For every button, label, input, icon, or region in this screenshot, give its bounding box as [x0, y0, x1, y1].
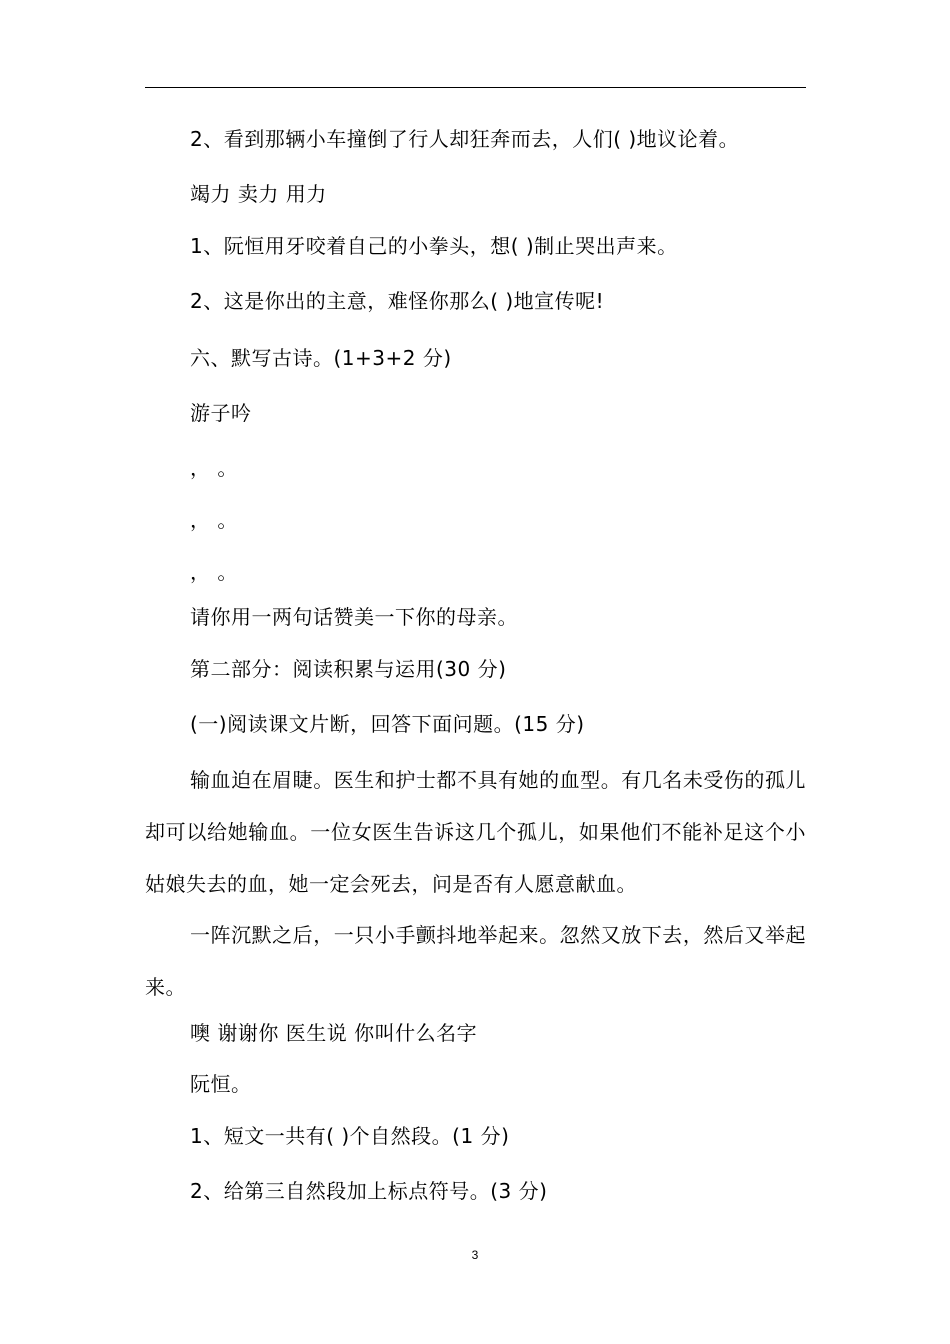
poem-blank-line-3: ， 。: [190, 560, 238, 584]
part-two-heading: 第二部分：阅读积累与运用(30 分): [190, 657, 507, 681]
reading-section-heading: (一)阅读课文片断，回答下面问题。(15 分): [190, 712, 585, 736]
name-answer-line: 阮恒。: [190, 1072, 252, 1096]
word-choices: 竭力 卖力 用力: [190, 182, 327, 206]
question-paragraph-count: 1、短文一共有( )个自然段。(1 分): [190, 1124, 510, 1148]
praise-mother-prompt: 请你用一两句话赞美一下你的母亲。: [190, 605, 518, 629]
poem-blank-line-2: ， 。: [190, 508, 238, 532]
page-number: 3: [471, 1248, 479, 1262]
reading-paragraph-2: 一阵沉默之后，一只小手颤抖地举起来。忽然又放下去，然后又举起来。: [145, 923, 806, 999]
reading-paragraph-1: 输血迫在眉睫。医生和护士都不具有她的血型。有几名未受伤的孤儿却可以给她输血。一位女医生告诉这几个孤儿，如果他们不能补足这个小姑娘失去的血，她一定会死去，问是否有人愿意献血。: [145, 768, 806, 896]
header-rule: [145, 87, 806, 88]
question-punctuation: 2、给第三自然段加上标点符号。(3 分): [190, 1179, 548, 1203]
question-2-effort: 2、这是你出的主意，难怪你那么( )地宣传呢!: [190, 289, 605, 313]
section-six-heading: 六、默写古诗。(1+3+2 分): [190, 346, 452, 370]
question-1-effort: 1、阮恒用牙咬着自己的小拳头，想( )制止哭出声来。: [190, 234, 678, 258]
poem-blank-line-1: ， 。: [190, 456, 238, 480]
poem-title: 游子吟: [190, 401, 252, 425]
question-2-polite: 2、看到那辆小车撞倒了行人却狂奔而去，人们( )地议论着。: [190, 127, 740, 151]
dialogue-line: 噢 谢谢你 医生说 你叫什么名字: [190, 1021, 478, 1045]
